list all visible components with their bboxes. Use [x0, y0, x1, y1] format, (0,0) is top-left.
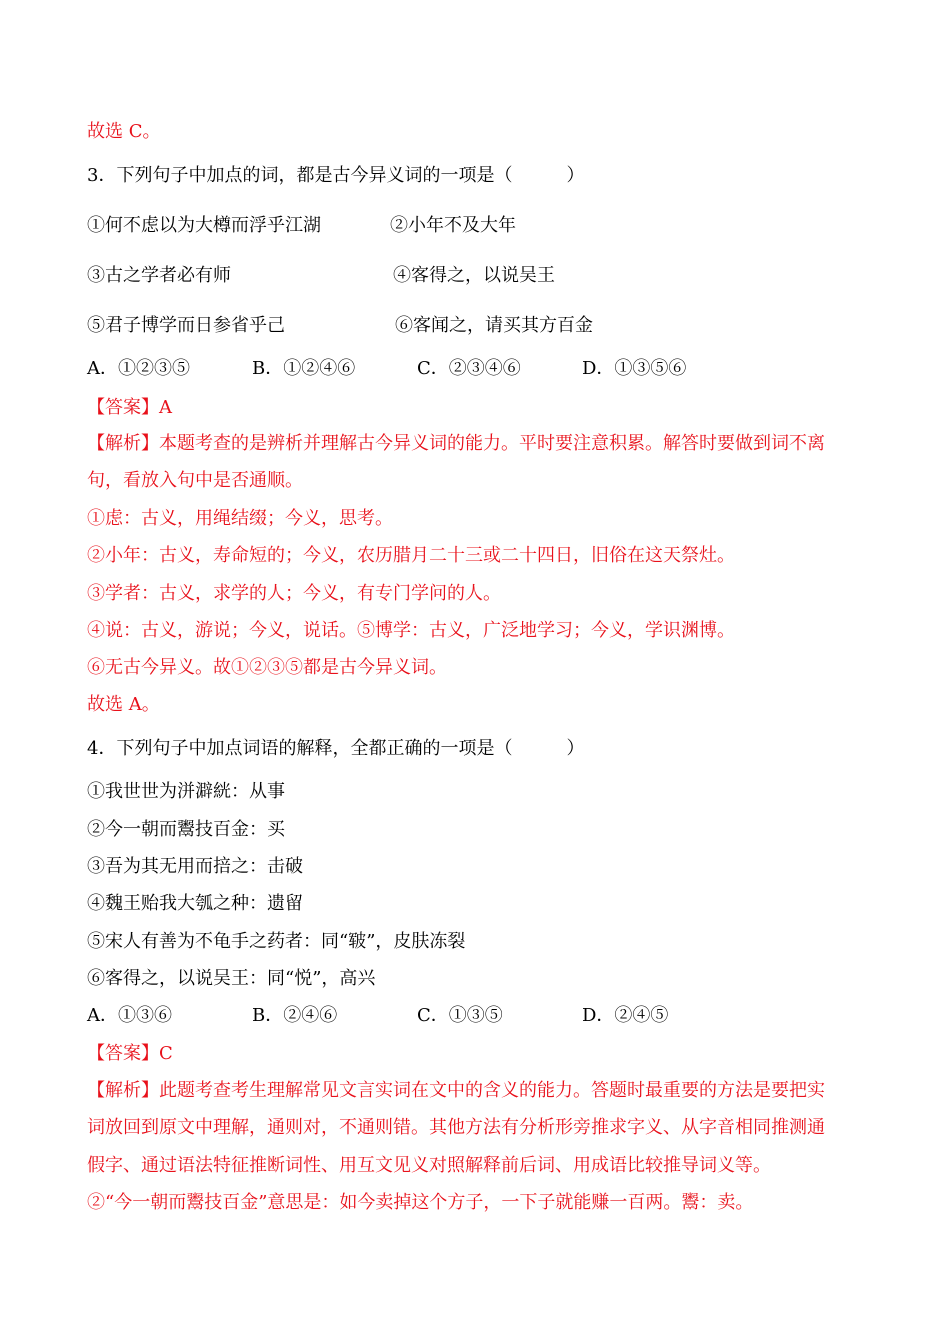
q4-item-4: ④魏王贻我大瓠之种：遗留: [87, 893, 303, 914]
q3-analysis-line-5: ③学者：古义，求学的人；今义，有专门学问的人。: [87, 583, 501, 604]
q4-item-5: ⑤宋人有善为不龟手之药者：同“皲”，皮肤冻裂: [87, 931, 466, 952]
q3-conclusion: 故选 A。: [87, 694, 160, 715]
answer-conclusion-q2: 故选 C。: [87, 121, 161, 142]
q3-analysis-line-6: ④说：古义，游说；今义，说话。⑤博学：古义，广泛地学习；今义，学识渊博。: [87, 620, 735, 641]
q3-sentence-4: ④客得之，以说吴王: [393, 265, 555, 286]
q4-analysis-line-2: 词放回到原文中理解，通则对，不通则错。其他方法有分析形旁推求字义、从字音相同推测通: [87, 1117, 825, 1138]
q4-item-3: ③吾为其无用而掊之：击破: [87, 856, 303, 877]
q3-analysis-line-7: ⑥无古今异义。故①②③⑤都是古今异义词。: [87, 657, 447, 678]
question-3-stem: 3．下列句子中加点的词，都是古今异义词的一项是（ ）: [87, 165, 585, 186]
q3-option-d: D．①③⑤⑥: [582, 358, 687, 379]
q3-option-c: C．②③④⑥: [417, 358, 521, 379]
q3-option-b: B．①②④⑥: [252, 358, 356, 379]
q3-sentence-5: ⑤君子博学而日参省乎己: [87, 315, 285, 336]
q4-answer: 【答案】C: [87, 1043, 173, 1064]
q4-item-1: ①我世世为洴澼絖：从事: [87, 781, 285, 802]
q3-analysis-line-1: 【解析】本题考查的是辨析并理解古今异义词的能力。平时要注意积累。解答时要做到词不离: [87, 433, 825, 454]
q4-option-c: C．①③⑤: [417, 1005, 503, 1026]
q4-analysis-line-3: 假字、通过语法特征推断词性、用互文见义对照解释前后词、用成语比较推导词义等。: [87, 1155, 771, 1176]
q4-option-d: D．②④⑤: [582, 1005, 669, 1026]
q3-analysis-line-2: 句，看放入句中是否通顺。: [87, 470, 303, 491]
q3-sentence-3: ③古之学者必有师: [87, 265, 231, 286]
q4-analysis-line-4: ②“今一朝而鬻技百金”意思是：如今卖掉这个方子，一下子就能赚一百两。鬻：卖。: [87, 1192, 754, 1213]
q3-analysis-line-3: ①虑：古义，用绳结缀；今义，思考。: [87, 508, 393, 529]
q3-answer: 【答案】A: [87, 397, 172, 418]
q4-option-a: A．①③⑥: [87, 1005, 172, 1026]
q4-item-2: ②今一朝而鬻技百金：买: [87, 819, 285, 840]
q4-analysis-line-1: 【解析】此题考查考生理解常见文言实词在文中的含义的能力。答题时最重要的方法是要把实: [87, 1080, 825, 1101]
q4-option-b: B．②④⑥: [252, 1005, 338, 1026]
q3-analysis-line-4: ②小年：古义，寿命短的；今义，农历腊月二十三或二十四日，旧俗在这天祭灶。: [87, 545, 735, 566]
q4-item-6: ⑥客得之，以说吴王：同“悦”，高兴: [87, 968, 376, 989]
q3-sentence-1: ①何不虑以为大樽而浮乎江湖: [87, 215, 321, 236]
question-4-stem: 4．下列句子中加点词语的解释，全都正确的一项是（ ）: [87, 738, 585, 759]
q3-sentence-6: ⑥客闻之，请买其方百金: [395, 315, 593, 336]
q3-sentence-2: ②小年不及大年: [390, 215, 516, 236]
q3-option-a: A．①②③⑤: [87, 358, 190, 379]
